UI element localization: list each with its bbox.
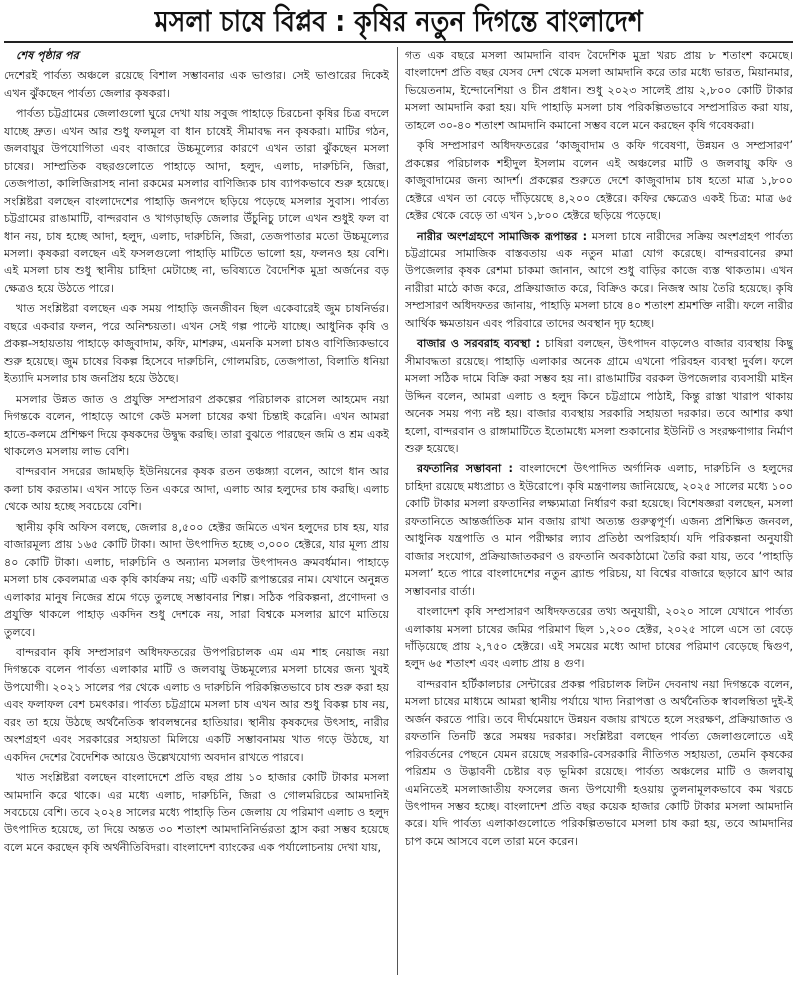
paragraph: খাত সংশ্লিষ্টরা বলছেন বাংলাদেশে প্রতি বছর প্রায় ১০ হাজার কোটি টাকার মসলা আমদানি করে থাকে। এর মধ্যে এলাচ, দারুচিনি, জিরা ও গোলমরিচের আমদানিই সবচেয়ে বেশি। তবে ২০২৪ সালের মধ্যে পাহাড়ি তিন জেলায় যে পরিমাণ এলাচ ও হলুদ উৎপাদিত হয়েছে, তা দিয়ে অন্তত ৩০ শতাংশ আমদানিনির্ভরতা হ্রাস করা সম্ভব হয়েছে বলে মনে করছেন কৃষি অর্থনীতিবিদরা। বাংলাদেশ ব্যাংকের এক পর্যালোচনায় দেখা যায়, <box>4 771 389 854</box>
section-subhead: নারীর অংশগ্রহণে সামাজিক রূপান্তর : <box>417 229 588 243</box>
paragraph: গত এক বছরে মসলা আমদানি বাবদ বৈদেশিক মুদ্রা খরচ প্রায় ৮ শতাংশ কমেছে। বাংলাদেশ প্রতি বছর যেসব দেশ থেকে মসলা আমদানি করে তার মধ্যে ভারত, মিয়ানমার, ভিয়েতনাম, ইন্দোনেশিয়া ও চীন প্রধান। শুধু ২০২৩ সালেই প্রায় ২,৮০০ কোটি টাকার মসলা আমদানি করা হয়। যদি পাহাড়ি মসলা চাষ পরিকল্পিতভাবে সম্প্রসারিত করা যায়, তাহলে ৩০-৪০ শতাংশ আমদানি কমানো সম্ভব বলে মনে করছেন কৃষি গবেষকরা। <box>405 49 793 132</box>
section-text: বাংলাদেশে উৎপাদিত অর্গানিক এলাচ, দারুচিনি ও হলুদের চাহিদা রয়েছে মধ্যপ্রাচ্য ও ইউরোপে। কৃষি মন্ত্রণালয় জানিয়েছে, ২০২৫ সালের মধ্যে ১০০ কোটি টাকার মসলা রফতানির লক্ষ্যমাত্রা নির্ধারণ করা হয়েছে। বিশেষজ্ঞরা বলছেন, মসলা রফতানিতে আন্তর্জাতিক মান বজায় রাখা অত্যন্ত গুরুত্বপূর্ণ। এজন্য প্রশিক্ষিত জনবল, আধুনিক যন্ত্রপাতি ও মান পরীক্ষার ল্যাব প্রতিষ্ঠা অপরিহার্য। যদি পরিকল্পনা অনুযায়ী বাজার সংযোগ, প্রক্রিয়াজাতকরণ ও রফতানি অবকাঠামো তৈরি করা যায়, তবে ‘পাহাড়ি মসলা’ হতে পারে বাংলাদেশের নতুন ব্র্যান্ড পরিচয়, যা বিশ্বের বাজারে ছড়াবে ঘ্রাণ আর সম্ভাবনার বার্তা। <box>405 462 793 598</box>
paragraph: বান্দরবান হর্টিকালচার সেন্টারের প্রকল্প পরিচালক লিটন দেবনাথ নয়া দিগন্তকে বলেন, মসলা চাষের মাধ্যমে আমরা স্থানীয় পর্যায়ে খাদ্য নিরাপত্তা ও অর্থনৈতিক স্বাবলম্বিতা দুই-ই অর্জন করতে পারি। তবে দীর্ঘমেয়াদে উন্নয়ন বজায় রাখতে হলে সংরক্ষণ, প্রক্রিয়াজাত ও রফতানি তিনটি স্তরে সমন্বয় দরকার। সংশ্লিষ্টরা বলছেন পার্বত্য জেলাগুলোতে এই পরিবর্তনের পেছনে যেমন রয়েছে সরকারি-বেসরকারি নীতিগত সহায়তা, তেমনি কৃষকের পরিশ্রম ও উদ্ভাবনী চেষ্টার বড় ভূমিকা রয়েছে। পার্বত্য অঞ্চলের মাটি ও জলবায়ু এমনিতেই মসলাজাতীয় ফসলের জন্য উপযোগী হওয়ায় তুলনামূলকভাবে কম খরচে উৎপাদন সম্ভব হচ্ছে। বাংলাদেশ প্রতি বছর কয়েক হাজার কোটি টাকার মসলা আমদানি করে। যদি পার্বত্য এলাকাগুলোতে পরিকল্পিতভাবে মসলা চাষ করা হয়, তবে আমদানির চাপ কমে আসবে বলে তারা মনে করেন। <box>405 677 793 848</box>
section-subhead: রফতানির সম্ভাবনা : <box>417 462 513 476</box>
paragraph: বাংলাদেশ কৃষি সম্প্রসারণ অধিদফতরের তথ্য অনুযায়ী, ২০২০ সালে যেখানে পার্বত্য এলাকায় মসলা চাষের জমির পরিমাণ ছিল ১,২০০ হেক্টর, ২০২৫ সালে এসে তা বেড়ে দাঁড়িয়েছে প্রায় ২,৭৫০ হেক্টরে। এই সময়ের মধ্যে আদা চাষের পরিমাণ বেড়েছে দ্বিগুণ, হলুদ ৬৫ শতাংশ এবং এলাচ প্রায় ৪ গুণ। <box>405 605 793 671</box>
headline-box <box>4 2 793 43</box>
section-paragraph <box>405 460 793 600</box>
left-column <box>4 47 389 981</box>
paragraph: খাত সংশ্লিষ্টরা বলছেন এক সময় পাহাড়ি জনজীবন ছিল একেবারেই জুম চাষনির্ভর। বছরে একবার ফলন, পরে অনিশ্চয়তা। এখন সেই গল্প পাল্টে যাচ্ছে। আধুনিক কৃষি ও প্রকল্প-সহায়তায় পাহাড়ে কাজুবাদাম, কফি, মাশরুম, এমনকি মসলা চাষও বাণিজ্যিকভাবে শুরু হয়েছে। জুম চাষের বিকল্প হিসেবে দারুচিনি, গোলমরিচ, তেজপাতা, বিলাতি ধনিয়া ইত্যাদি মসলার চাষ জনপ্রিয় হয়ে উঠছে। <box>4 302 389 386</box>
paragraph: পার্বত্য চট্টগ্রামের জেলাগুলো ঘুরে দেখা যায় সবুজ পাহাড়ে চিরচেনা কৃষির চিত্র বদলে যাচ্ছে দ্রুত। এখন আর শুধু ফলমূল বা ধান চাষেই সীমাবদ্ধ নন কৃষকরা। মাটির গঠন, জলবায়ুর উপযোগিতা এবং বাজারে উচ্চমূল্যের কারণে এখন তারা ঝুঁকছেন মসলা চাষের। সাম্প্রতিক বছরগুলোতে পাহাড়ে আদা, হলুদ, এলাচ, দারুচিনি, জিরা, তেজপাতা, কালিজিরাসহ নানা রকমের মসলার বাণিজ্যিক চাষ ব্যাপকভাবে শুরু হয়েছে। সংশ্লিষ্টরা বলছেন বাংলাদেশের পাহাড়ি জনপদে ছড়িয়ে পড়েছে মসলার সুবাস। পার্বত্য চট্টগ্রামের রাঙামাটি, বান্দরবান ও খাগড়াছড়ি জেলার উঁচুনিচু ঢালে এখন শুধুই ফল বা ধান নয়, চাষ হচ্ছে আদা, হলুদ, এলাচ, দারুচিনি, জিরা, তেজপাতার মতো উচ্চমূল্যের মসলা। কৃষকরা বলছেন এই ফসলগুলো পাহাড়ি মাটিতে ভালো হয়, ফলনও হয় বেশি। এই মসলা চাষ শুধু স্থানীয় চাহিদা মেটাচ্ছে না, ভবিষ্যতে বৈদেশিক মুদ্রা অর্জনের বড় ক্ষেত্রও হয়ে উঠতে পারে। <box>4 107 389 295</box>
continued-label: শেষ পৃষ্ঠার পর <box>16 49 79 62</box>
paragraph: কৃষি সম্প্রসারণ অধিদফতরের ‘কাজুবাদাম ও কফি গবেষণা, উন্নয়ন ও সম্প্রসারণ’ প্রকল্পের পরিচালক শহীদুল ইসলাম বলেন এই অঞ্চলের মাটি ও জলবায়ু কফি ও কাজুবাদামের জন্য আদর্শ। প্রকল্পের শুরুতে দেশে কাজুবাদাম চাষ হতো মাত্র ১,৮০০ হেক্টরে এখন তা বেড়ে দাঁড়িয়েছে ৪,২০০ হেক্টরে। কফির ক্ষেত্রেও একই চিত্র: মাত্র ৬৫ হেক্টর থেকে বেড়ে তা এখন ১,৮০০ হেক্টরে ছড়িয়ে পড়েছে। <box>405 139 793 223</box>
section-paragraph <box>405 335 793 457</box>
section-subhead: বাজার ও সরবরাহ ব্যবস্থা : <box>417 337 541 351</box>
paragraph: মসলার উন্নত জাত ও প্রযুক্তি সম্প্রসারণ প্রকল্পের পরিচালক রাসেল আহমেদ নয়া দিগন্তকে বলেন, পাহাড়ে আগে কেউ মসলা চাষের কথা চিন্তাই করেনি। এখন আমরা হাতে-কলমে প্রশিক্ষণ দিয়ে কৃষকদের উদ্বুদ্ধ করছি। তারা বুঝতে পারছেন জমি ও শ্রম একই থাকলেও মসলায় লাভ বেশি। <box>4 392 389 458</box>
article-headline: মসলা চাষে বিপ্লব : কৃষির নতুন দিগন্তে বাংলাদেশ <box>154 4 643 38</box>
paragraph: বান্দরবান কৃষি সম্প্রসারণ অধিদফতরের উপপরিচালক এম এম শাহ নেয়াজ নয়া দিগন্তকে বলেন পার্বত্য এলাকার মাটি ও জলবায়ু উচ্চমূল্যের মসলা চাষের জন্য খুবই উপযোগী। ২০২১ সালের পর থেকে এলাচ ও দারুচিনি পরিকল্পিতভাবে চাষ শুরু করা হয় এবং ফলাফল বেশ চমৎকার। পার্বত্য চট্টগ্রামে মসলা চাষ এখন আর শুধু বিকল্প চাষ নয়, বরং তা হয়ে উঠছে অর্থনৈতিক স্বাবলম্বনের হাতিয়ার। স্থানীয় কৃষকদের উৎসাহ, নারীর অংশগ্রহণ এবং সরকারের সহায়তা মিলিয়ে একটি সম্ভাবনাময় খাত গড়ে উঠছে, যা একদিন দেশের বৈদেশিক আয়েও উল্লেখযোগ্য অবদান রাখতে পারবে। <box>4 645 389 764</box>
column-divider <box>397 47 398 975</box>
paragraph: বান্দরবান সদরের জামছড়ি ইউনিয়নের কৃষক রতন তঞ্চঙ্গ্যা বলেন, আগে ধান আর কলা চাষ করতাম। এখন সাড়ে তিন একরে আদা, এলাচ আর হলুদের চাষ করছি। এলাচ থেকে আয় হচ্ছে সবচেয়ে বেশি। <box>4 465 389 514</box>
section-text: মসলা চাষে নারীদের সক্রিয় অংশগ্রহণ পার্বত্য চট্টগ্রামের সামাজিক বাস্তবতায় এক নতুন মাত্রা যোগ করেছে। বান্দরবানের রুমা উপজেলার কৃষক রেশমা চাকমা জানান, আগে শুধু বাড়ির কাজে ব্যস্ত থাকতাম। এখন নারীরা মাঠে কাজ করে, প্রক্রিয়াজাত করে, বিক্রিও করে। নিজস্ব আয় তৈরি হয়েছে। কৃষি সম্প্রসারণ অধিদফতর জানায়, পাহাড়ি মসলা চাষে ৪০ শতাংশ শ্রমশক্তি নারী। ফলে নারীর আর্থিক ক্ষমতায়ন এবং পরিবারে তাদের অবস্থান দৃঢ় হচ্ছে। <box>405 229 793 330</box>
section-paragraph <box>405 228 793 333</box>
right-column <box>405 47 793 981</box>
paragraph: দেশেরই পার্বত্য অঞ্চলে রয়েছে বিশাল সম্ভাবনার এক ভাণ্ডার। সেই ভাণ্ডারের দিকেই এখন ঝুঁকছেন পার্বত্য জেলার কৃষকরা। <box>4 69 389 100</box>
section-text: চাষিরা বলছেন, উৎপাদন বাড়লেও বাজার ব্যবস্থায় কিছু সীমাবদ্ধতা রয়েছে। পাহাড়ি এলাকার অনেক গ্রামে এখনো পরিবহন ব্যবস্থা দুর্বল। ফলে মসলা সঠিক দামে বিক্রি করা সম্ভব হয় না। রাঙামাটির বরকল উপজেলার ব্যবসায়ী মাইন উদ্দিন বলেন, আমরা এলাচ ও হলুদ কিনে চট্টগ্রামে পাঠাই, কিন্তু রাস্তা খারাপ থাকায় অনেক সময় পণ্য নষ্ট হয়। বাজার ব্যবস্থায় সরকারি সহায়তা দরকার। তবে আশার কথা হলো, বান্দরবান ও রাঙ্গামাটিতে ইতোমধ্যে মসলা শুকানোর ইউনিট ও সংরক্ষণাগার নির্মাণ শুরু হয়েছে। <box>405 337 793 455</box>
paragraph: স্থানীয় কৃষি অফিস বলছে, জেলার ৪,৫০০ হেক্টর জমিতে এখন হলুদের চাষ হয়, যার বাজারমূল্য প্রায় ১৬৫ কোটি টাকা। আদা উৎপাদিত হচ্ছে ৩,০০০ হেক্টরে, যার মূল্য প্রায় ৪০ কোটি টাকা। এলাচ, দারুচিনি ও অন্যান্য মসলার উৎপাদনও ক্রমবর্ধমান। পাহাড়ে মসলা চাষ কেবলমাত্র এক কৃষি কার্যক্রম নয়; এটি একটি রূপান্তরের নাম। যেখানে অনুন্নত এলাকার মানুষ নিজের শ্রমে গড়ে তুলছে সম্ভাবনার শিল্প। সঠিক পরিকল্পনা, প্রণোদনা ও প্রযুক্তি থাকলে পাহাড় একদিন শুধু দেশকে নয়, সারা বিশ্বকে মসলার ঘ্রাণে মাতিয়ে তুলবে। <box>4 520 389 639</box>
